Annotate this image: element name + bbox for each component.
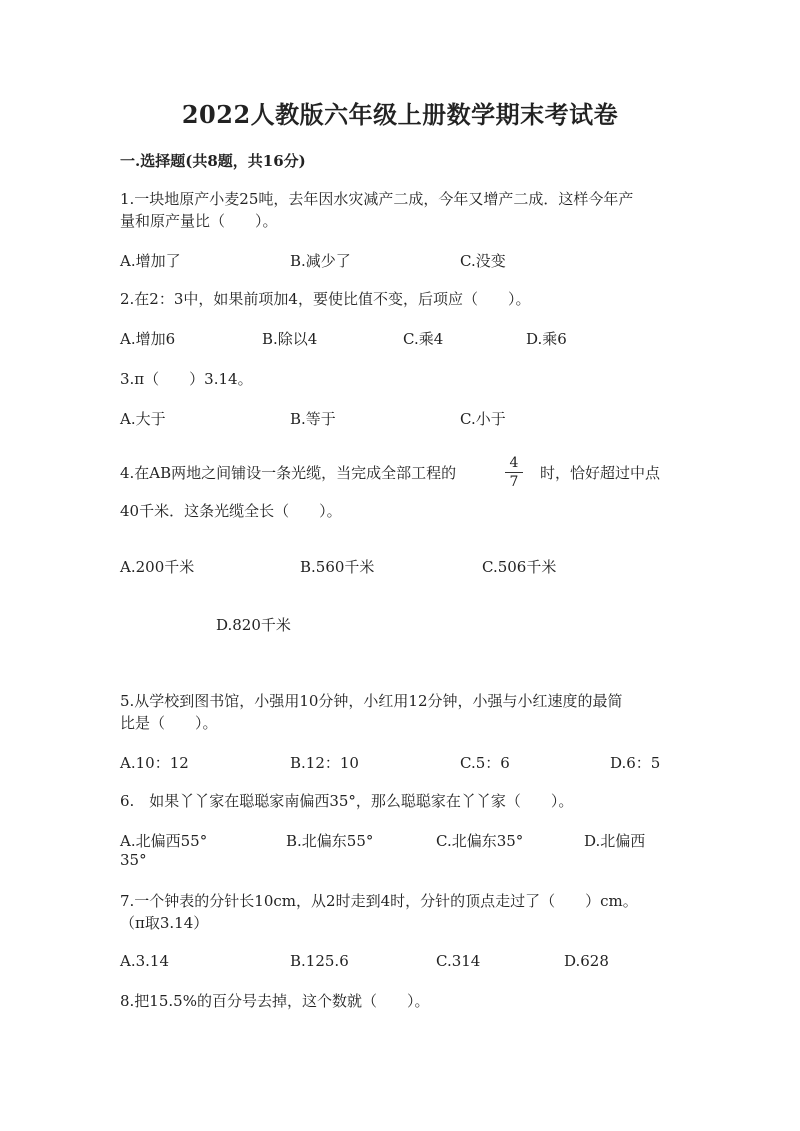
question-6-option-a: A.北偏西55° [120, 832, 208, 850]
section-heading: 一.选择题(共8题，共16分) [120, 152, 306, 170]
question-2-option-d: D.乘6 [526, 330, 567, 348]
question-6-line-1: 6. 如果丫丫家在聪聪家南偏西35°，那么聪聪家在丫丫家（ ）。 [120, 792, 574, 810]
question-4-option-b: B.560千米 [300, 558, 375, 576]
page-title: 2022人教版六年级上册数学期末考试卷 [181, 100, 619, 129]
question-5-option-c: C.5：6 [460, 754, 510, 772]
fraction-bar [505, 472, 523, 473]
question-7-option-d: D.628 [564, 952, 609, 970]
question-5-line-1: 5.从学校到图书馆，小强用10分钟，小红用12分钟，小强与小红速度的最简 [120, 692, 623, 710]
question-2-option-b: B.除以4 [262, 330, 318, 348]
question-3-option-c: C.小于 [460, 410, 506, 428]
question-4-option-c: C.506千米 [482, 558, 557, 576]
question-5-option-a: A.10：12 [120, 754, 189, 772]
question-1-line-2: 量和原产量比（ ）。 [120, 212, 278, 230]
question-6-option-b: B.北偏东55° [286, 832, 374, 850]
question-1-option-c: C.没变 [460, 252, 506, 270]
question-1-line-1: 1.一块地原产小麦25吨，去年因水灾减产二成，今年又增产二成．这样今年产 [120, 190, 634, 208]
question-7-line-1: 7.一个钟表的分针长10cm，从2时走到4时，分针的顶点走过了（ ）cm。 [120, 892, 638, 910]
question-4-line-1-a: 4.在AB两地之间铺设一条光缆，当完成全部工程的 [120, 464, 457, 482]
question-5-option-d: D.6：5 [610, 754, 661, 772]
question-2-option-c: C.乘4 [403, 330, 444, 348]
question-5-line-2: 比是（ ）。 [120, 714, 218, 732]
question-4-line-1-b: 时，恰好超过中点 [540, 464, 661, 482]
question-1-option-b: B.减少了 [290, 252, 351, 270]
question-7-option-a: A.3.14 [120, 952, 169, 970]
question-3-line-1: 3.π（ ）3.14。 [120, 370, 253, 388]
question-5-option-b: B.12：10 [290, 754, 359, 772]
question-4-option-d: D.820千米 [216, 616, 291, 634]
question-2-option-a: A.增加6 [120, 330, 176, 348]
fraction-numerator: 4 [509, 455, 519, 471]
question-6-option-d-continued: 35° [120, 851, 147, 869]
question-7-line-2: （π取3.14） [120, 914, 209, 932]
question-6-option-d: D.北偏西 [584, 832, 646, 850]
question-7-option-b: B.125.6 [290, 952, 349, 970]
question-6-option-c: C.北偏东35° [436, 832, 524, 850]
fraction-denominator: 7 [509, 474, 519, 490]
question-4-option-a: A.200千米 [120, 558, 195, 576]
question-2-line-1: 2.在2：3中，如果前项加4，要使比值不变，后项应（ ）。 [120, 290, 531, 308]
question-3-option-b: B.等于 [290, 410, 336, 428]
question-3-option-a: A.大于 [120, 410, 166, 428]
question-1-option-a: A.增加了 [120, 252, 181, 270]
question-8-line-1: 8.把15.5%的百分号去掉，这个数就（ ）。 [120, 992, 430, 1010]
question-7-option-c: C.314 [436, 952, 481, 970]
fraction-four-sevenths [505, 456, 523, 489]
question-4-line-2: 40千米．这条光缆全长（ ）。 [120, 502, 342, 520]
